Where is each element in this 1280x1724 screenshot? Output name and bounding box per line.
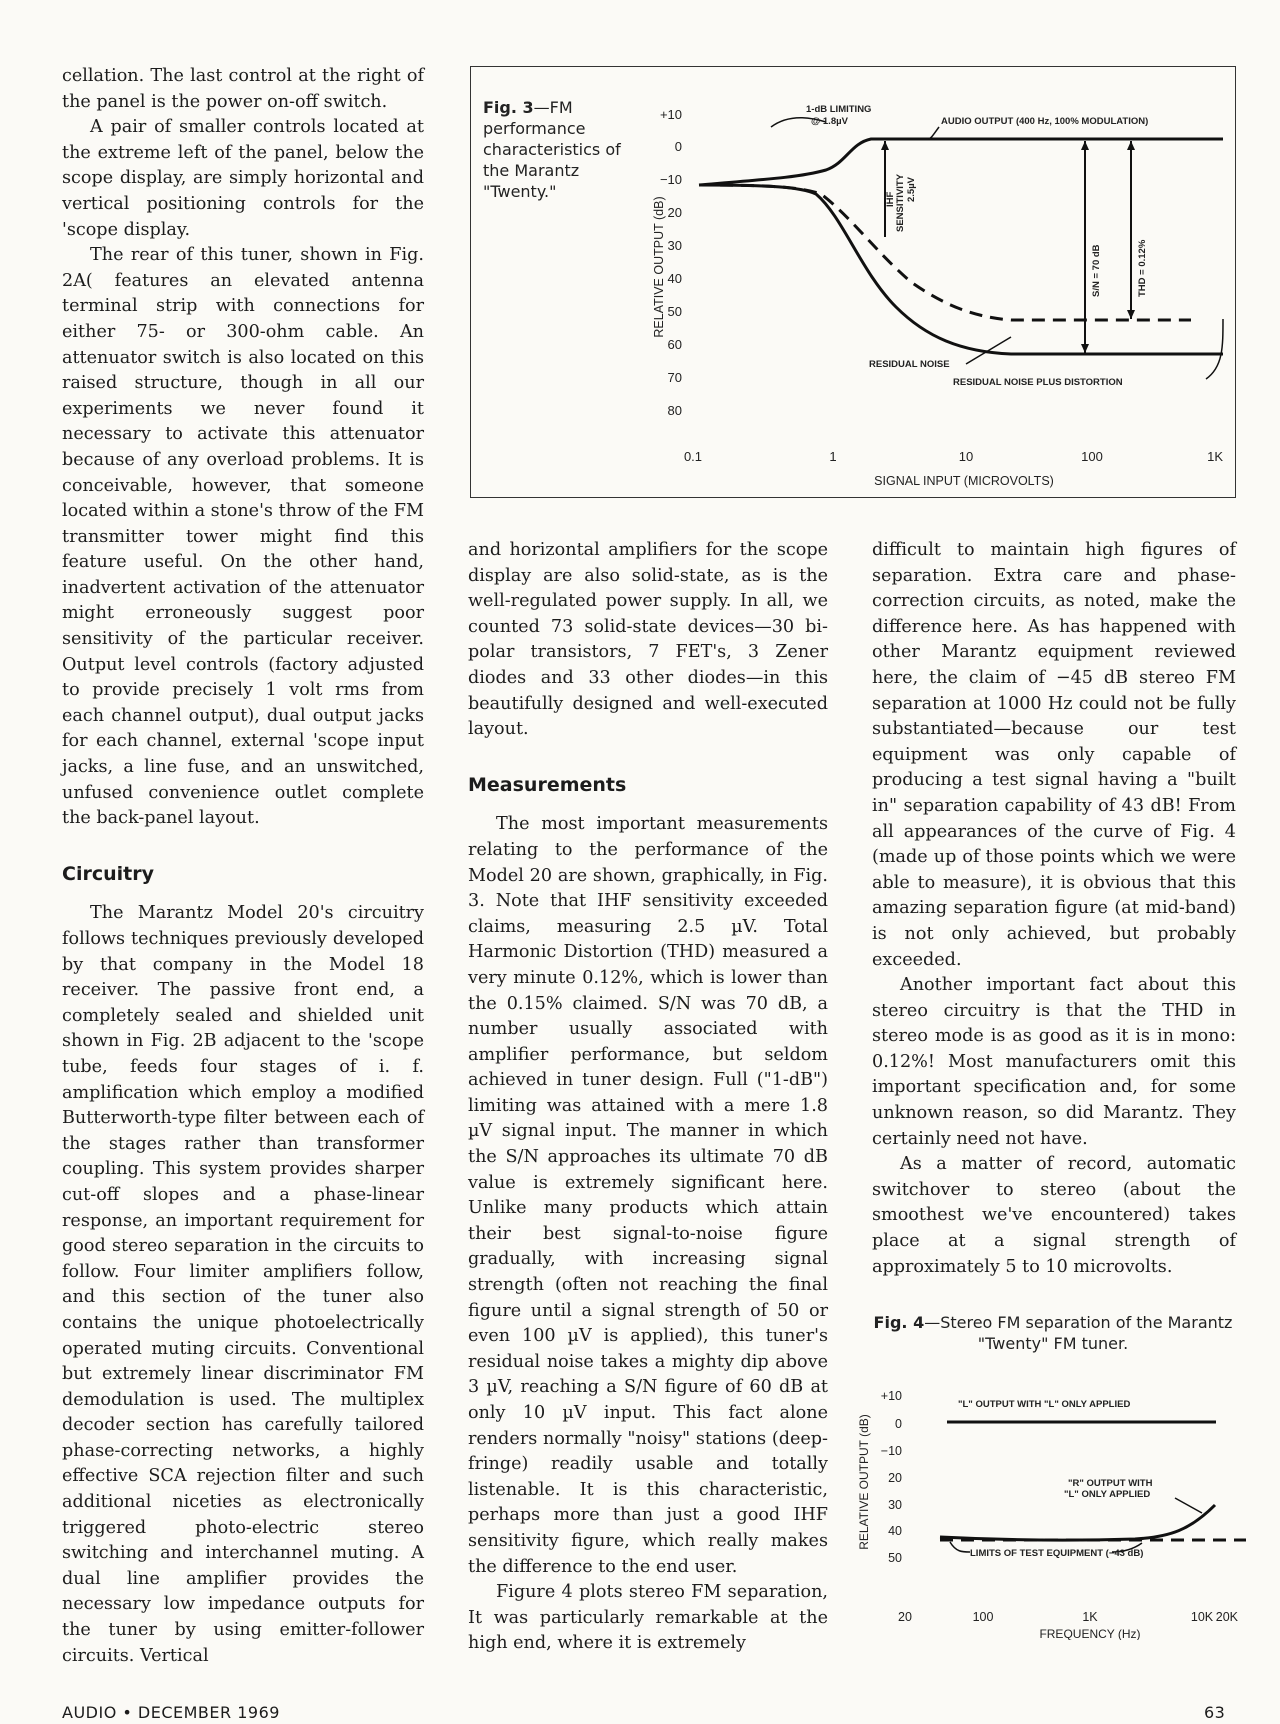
footer-publication: AUDIO • DECEMBER 1969 [62,1703,280,1722]
x-tick: 100 [972,1610,994,1624]
y-tick: 20 [667,205,682,220]
caption-label: Fig. 4 [873,1313,925,1332]
figure-4-chart [850,1380,1250,1640]
x-tick: 100 [1081,449,1103,464]
paragraph: The rear of this tuner, shown in Fig. 2A( features an elevated antenna terminal strip with connections for either 75- or 300-ohm cable. An attenuator switch is also located on this raised structure, though in all our experiments we never found it necessary to activate this attenuator because of any overload problems. It is conceivable, however, that someone located within a stone's throw of the FM transmitter tower might find this feature useful. On the other hand, inadvertent activation of the attenuator might erroneously suggest poor sensitivity of the particular receiver. Output level controls (factory adjusted to provide precisely 1 volt rms from each channel output), dual output jacks for each channel, external 'scope input jacks, a line fuse, and an unswitched, unfused convenience outlet complete the back-panel layout. [62,245,424,829]
caption-label: Fig. 3 [483,98,534,117]
residual-noise-plus-distortion-curve [699,185,1191,320]
section-heading-measurements: Measurements [468,773,627,796]
annotation-r-output-1: "R" OUTPUT WITH [1068,1478,1153,1489]
y-tick: 80 [667,403,682,418]
y-tick: 40 [888,1524,902,1538]
caption-text: —FM performance characteristics of the Marantz "Twenty." [483,98,621,201]
paragraph: Figure 4 plots stereo FM separation, It was particularly remarkable at the high end, where it is extremely [468,1582,828,1654]
y-tick: 0 [895,1417,902,1431]
x-tick: 1K [1207,449,1223,464]
annotation-limiting: 1-dB LIMITING [806,104,872,115]
y-tick: 30 [667,238,682,253]
figure-3 [470,66,1236,498]
paragraph: A pair of smaller controls located at the extreme left of the panel, below the scope display, are simply horizontal and vertical positioning controls for the 'scope display. [62,117,424,240]
y-tick: 60 [667,337,682,352]
r-output-curve [940,1505,1215,1540]
annotation-sn: S/N = 70 dB [1091,244,1102,297]
x-tick: 1K [1082,1610,1098,1624]
annotation-audio-output: AUDIO OUTPUT (400 Hz, 100% MODULATION) [941,116,1149,127]
x-tick: 1 [829,449,837,464]
y-tick: 50 [888,1551,902,1565]
y-axis-label: RELATIVE OUTPUT (dB) [857,1414,871,1550]
annotation-sensitivity: SENSITIVITY [895,173,906,232]
column-1 [62,64,424,1669]
annotation-test-limits: LIMITS OF TEST EQUIPMENT (−43 dB) [970,1548,1144,1559]
y-tick: 70 [667,370,682,385]
paragraph: The most important measurements relating to the performance of the Model 20 are shown, graphically, in Fig. 3. Note that IHF sensitivity exceeded claims, measuring 2.5 µV. Total Harmonic Distortion (THD) measured a very minute 0.12%, which is lower than the 0.15% claimed. S/N was 70 dB, a number usually associated with amplifier performance, but seldom achieved in tuner design. Full ("1-dB") limiting was attained with a mere 1.8 µV signal input. The manner in which the S/N approaches its ultimate 70 dB value is extremely significant here. Unlike many products which attain their best signal-to-noise figure gradually, with increasing signal strength (often not reaching the final figure until a signal strength of 50 or even 100 µV is applied), this tuner's residual noise takes a mighty dip above 3 µV, reaching a S/N figure of 60 dB at only 10 µV input. This fact alone renders normally "noisy" stations (deep-fringe) readily usable and totally listenable. It is this characteristic, perhaps more than just a good IHF sensitivity figure, which really makes the difference to the end user. [468,814,828,1577]
annotation-l-output: "L" OUTPUT WITH "L" ONLY APPLIED [958,1399,1131,1410]
paragraph: and horizontal amplifiers for the scope display are also solid-state, as is the well-regulated power supply. In all, we counted 73 solid-state devices—30 bi-polar transistors, 7 FET's, 3 Zener diodes and 33 other diodes—in this beautifully designed and well-executed layout. [468,540,828,740]
annotation-thd: THD = 0.12% [1137,239,1148,297]
x-tick: 20 [898,1610,912,1624]
y-axis-label: RELATIVE OUTPUT (dB) [652,196,666,338]
y-tick: +10 [880,1389,902,1403]
annotation-residual-noise: RESIDUAL NOISE [869,359,950,370]
y-tick: −10 [659,172,682,187]
audio-output-curve [699,139,1223,185]
y-tick: 20 [888,1471,902,1485]
x-tick: 10K [1190,1610,1214,1624]
x-tick: 0.1 [683,449,703,464]
paragraph: As a matter of record, automatic switchover to stereo (about the smoothest we've encountered) takes place at a signal strength of approximately 5 to 10 microvolts. [872,1154,1236,1277]
x-tick: 20K [1215,1610,1238,1624]
paragraph: cellation. The last control at the right of the panel is the power on-off switch. [62,66,424,112]
annotation-sensitivity-value: 2.5µV [906,176,917,202]
annotation-ihf: IHF [885,191,896,207]
column-2 [468,538,828,1657]
y-tick: 40 [667,271,682,286]
figure-4-caption [870,1312,1236,1354]
y-tick: +10 [659,107,682,122]
caption-text: —Stereo FM separation of the Marantz "Twenty" FM tuner. [924,1313,1233,1353]
paragraph: Another important fact about this stereo circuitry is that the THD in stereo mode is as good as it is in mono: 0.12%! Most manufacturers omit this important specification and, for some unknown reason, so did Marantz. They certainly need not have. [872,975,1236,1149]
y-tick: 50 [667,304,682,319]
page-number: 63 [1204,1703,1226,1722]
x-axis-label: FREQUENCY (Hz) [1039,1627,1141,1640]
paragraph: The Marantz Model 20's circuitry follows techniques previously developed by that company in the Model 18 receiver. The passive front end, a completely sealed and shielded unit shown in Fig. 2B adjacent to the 'scope tube, feeds four stages of i. f. amplification which employ a modified Butterworth-type filter between each of the stages rather than transformer coupling. This system provides sharper cut-off slopes and a phase-linear response, an important requirement for good stereo separation in the circuits to follow. Four limiter amplifiers follow, and this section of the tuner also contains the unique photoelectrically operated muting circuits. Conventional but extremely linear discriminator FM demodulation is used. The multiplex decoder section has carefully tailored phase-correcting networks, a highly effective SCA rejection filter and such additional niceties as electronically triggered photo-electric stereo switching and interchannel muting. A dual line amplifier provides the necessary low impedance outputs for the tuner by using emitter-follower circuits. Vertical [62,903,424,1666]
paragraph: difficult to maintain high figures of separation. Extra care and phase-correction circuits, as noted, make the difference here. As has happened with other Marantz equipment reviewed here, the claim of −45 dB stereo FM separation at 1000 Hz could not be fully substantiated—because our test equipment was only capable of producing a test signal having a "built in" separation capability of 43 dB! From all appearances of the curve of Fig. 4 (made up of those points which we were able to measure), it is obvious that this amazing separation figure (at mid-band) is not only achieved, but probably exceeded. [872,540,1236,970]
x-tick: 10 [958,449,974,464]
y-tick: 30 [888,1498,902,1512]
y-tick: 0 [674,139,682,154]
annotation-r-output-2: "L" ONLY APPLIED [1064,1489,1151,1500]
section-heading-circuitry: Circuitry [62,862,154,885]
column-3 [872,538,1236,1280]
annotation-limiting-value: @ 1.8µV [811,116,848,127]
annotation-residual-noise-distortion: RESIDUAL NOISE PLUS DISTORTION [953,377,1123,388]
figure-3-chart [471,67,1237,499]
x-axis-label: SIGNAL INPUT (MICROVOLTS) [874,474,1054,488]
y-tick: −10 [880,1444,902,1458]
